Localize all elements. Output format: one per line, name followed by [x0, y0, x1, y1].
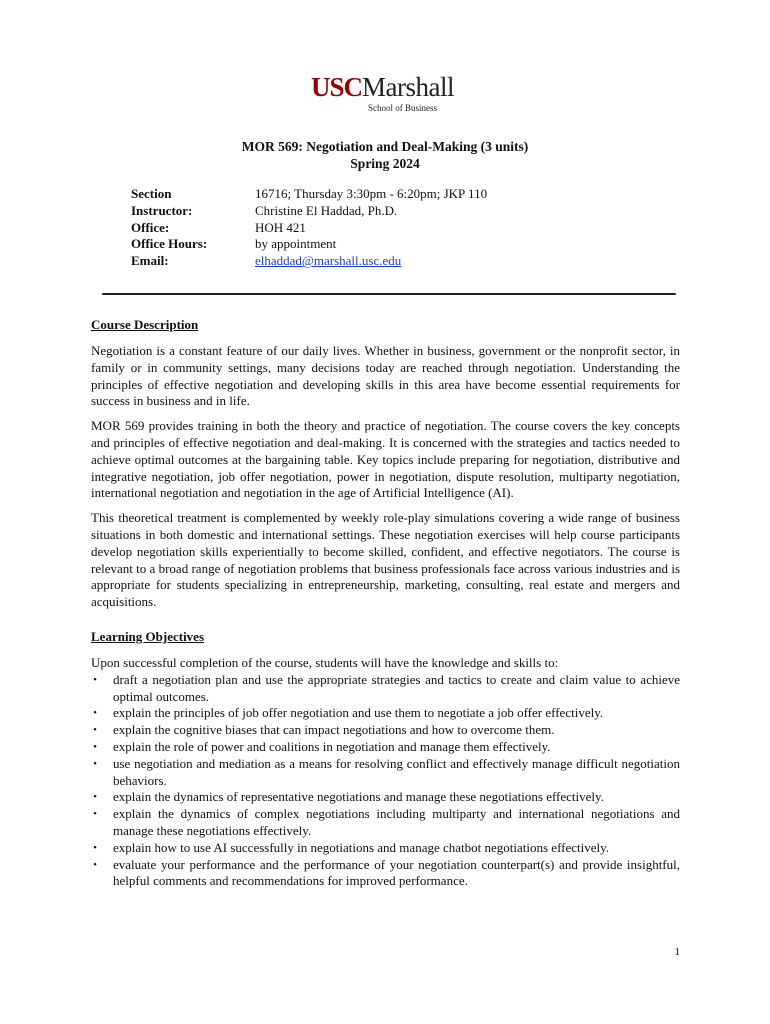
info-row-section — [131, 186, 487, 203]
info-label-instructor: Instructor: — [131, 202, 193, 218]
bullet-icon: • — [93, 791, 97, 804]
course-description-paragraph-1: Negotiation is a constant feature of our daily lives. Whether in business, government or the nonprofit sector, in family or in community settings, many decisions today are reached through negotiation. Understanding the principles of effective negotiation and developing skills in this area have become essential requirements for success in business and in life. — [91, 343, 680, 409]
list-item — [91, 806, 680, 840]
info-value-instructor: Christine El Haddad, Ph.D. — [255, 202, 398, 218]
learning-objectives-intro: Upon successful completion of the course, students will have the knowledge and skills to: — [91, 654, 559, 670]
objective-text: explain the cognitive biases that can impact negotiations and how to overcome them. — [113, 722, 555, 738]
syllabus-content — [91, 316, 680, 890]
bullet-icon: • — [93, 724, 97, 737]
list-item — [91, 739, 680, 756]
bullet-icon: • — [93, 808, 97, 821]
list-item — [91, 857, 680, 891]
list-item — [91, 722, 680, 739]
info-row-email — [131, 253, 487, 270]
list-item — [91, 789, 680, 806]
logo-marshall-text: Marshall — [362, 72, 454, 102]
course-title-block — [0, 138, 770, 172]
course-description-heading: Course Description — [91, 317, 199, 332]
course-title: MOR 569: Negotiation and Deal-Making (3 units) — [241, 139, 529, 154]
list-item — [91, 705, 680, 722]
course-description-paragraph-2: MOR 569 provides training in both the theory and practice of negotiation. The course covers the key concepts and principles of effective negotiation and deal-making. It is concerned with the strategies and tactics needed to achieve optimal outcomes at the bargaining table. Key topics include preparing for negotiation, distributive and integrative negotiation, job offer negotiation, power in negotiation, dispute resolution, multiparty negotiation, international negotiation and negotiation in the age of Artificial Intelligence (AI). — [91, 418, 680, 501]
bullet-icon: • — [93, 841, 97, 854]
info-label-section: Section — [131, 186, 172, 201]
logo-usc-text: USC — [311, 72, 363, 102]
bullet-icon: • — [93, 740, 97, 753]
logo-subtitle: School of Business — [368, 103, 438, 113]
info-value-office: HOH 421 — [255, 219, 306, 235]
info-value-section: 16716; Thursday 3:30pm - 6:20pm; JKP 110 — [255, 186, 488, 201]
course-term: Spring 2024 — [350, 156, 420, 171]
bullet-icon: • — [93, 707, 97, 720]
list-item — [91, 756, 680, 790]
course-info-table — [131, 186, 487, 270]
usc-marshall-logo — [311, 73, 471, 115]
objective-text: explain the dynamics of representative negotiations and manage these negotiations effectively. — [113, 789, 604, 805]
course-description-paragraph-3: This theoretical treatment is complemented by weekly role-play simulations covering a wide range of business situations in both domestic and international settings. These negotiation exercises will help course participants develop negotiation skills experientially to become skilled, confident, and effective negotiators. The course is relevant to a broad range of negotiation problems that business professionals face across various industries and is appropriate for students specializing in entrepreneurship, marketing, consulting, real estate and mergers and acquisitions. — [91, 510, 680, 610]
bullet-icon: • — [93, 757, 97, 770]
objective-text: explain how to use AI successfully in negotiations and manage chatbot negotiations effectively. — [113, 839, 610, 855]
list-item — [91, 840, 680, 857]
objective-text: explain the role of power and coalitions in negotiation and manage them effectively. — [113, 738, 551, 754]
info-row-office-hours — [131, 236, 487, 253]
learning-objectives-list — [91, 672, 680, 890]
info-row-office — [131, 220, 487, 237]
objective-text: draft a negotiation plan and use the appropriate strategies and tactics to create and claim value to achieve optimal outcomes. — [113, 671, 680, 704]
info-row-instructor — [131, 203, 487, 220]
page-number: 1 — [674, 946, 680, 958]
info-value-office-hours: by appointment — [255, 236, 337, 252]
info-value-email — [255, 253, 401, 270]
objective-text: use negotiation and mediation as a means for resolving conflict and effectively manage difficult negotiation behaviors. — [113, 755, 680, 788]
info-label-email: Email: — [131, 253, 169, 269]
objective-text: explain the principles of job offer negotiation and use them to negotiate a job offer effectively. — [113, 705, 604, 721]
info-label-office-hours: Office Hours: — [131, 236, 208, 252]
learning-objectives-heading: Learning Objectives — [91, 628, 205, 644]
objective-text: explain the dynamics of complex negotiations including multiparty and international negotiations and manage these negotiations effectively. — [113, 806, 680, 838]
bullet-icon: • — [93, 858, 97, 871]
objective-text: evaluate your performance and the performance of your negotiation counterpart(s) and provide insightful, helpful comments and recommendations for improved performance. — [113, 856, 680, 889]
bullet-icon: • — [93, 673, 97, 686]
info-label-office: Office: — [131, 219, 170, 235]
list-item — [91, 672, 680, 706]
header-divider — [102, 293, 676, 295]
email-link[interactable]: elhaddad@marshall.usc.edu — [255, 253, 402, 269]
logo-wordmark — [311, 73, 454, 101]
